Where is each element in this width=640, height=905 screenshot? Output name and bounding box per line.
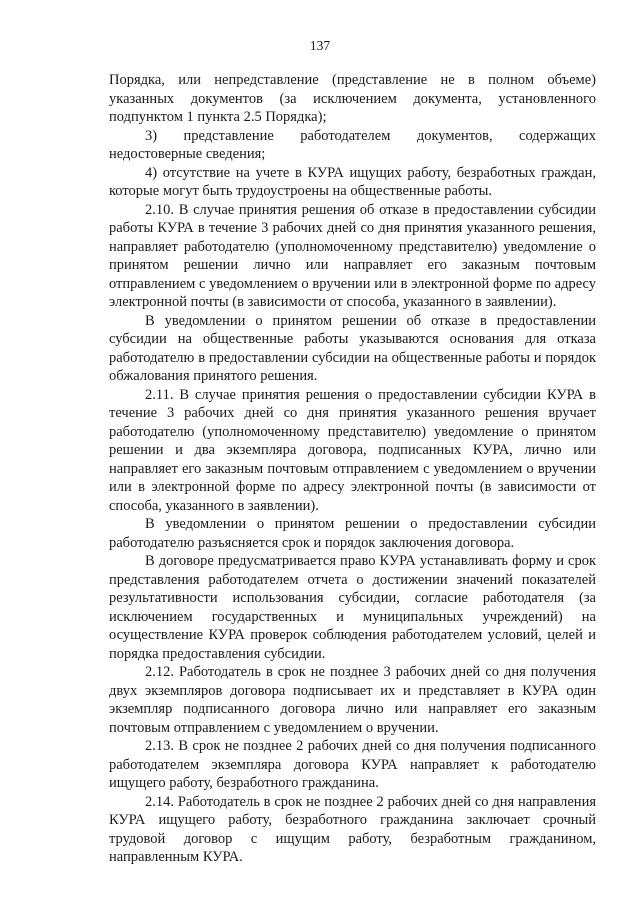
paragraph-2-14: 2.14. Работодатель в срок не позднее 2 рабочих дней со дня направления КУРА ищущего работу, безработного гражданина заключает срочный трудовой договор с ищущим работу, безработным гражданином, направленным КУРА. [109,793,596,865]
paragraph-item-4: 4) отсутствие на учете в КУРА ищущих работу, безработных граждан, которые могут быть трудоустроены на общественные работы. [109,164,596,199]
paragraph-refusal-notice: В уведомлении о принятом решении об отказе в предоставлении субсидии на общественные работы указываются основания для отказа работодателю в предоставлении субсидии на общественные работы и порядок обжалования принятого решения. [109,312,596,384]
paragraph-continuation: Порядка, или непредставление (представление не в полном объеме) указанных документов (за исключением документа, установленного подпунктом 1 пункта 2.5 Порядка); [109,72,596,125]
paragraph-item-3: 3) представление работодателем документов, содержащих недостоверные сведения; [109,127,596,162]
page-number: 137 [309,38,331,53]
paragraph-2-10: 2.10. В случае принятия решения об отказе в предоставлении субсидии работы КУРА в течение 3 рабочих дней со дня принятия указанного решения, направляет работодателю (уполномоченному представителю) уведомление о принятом решении лично или направляет его заказным почтовым отправлением с уведомлением о вручении или в электронной форме по адресу электронной почты (в зависимости от способа, указанного в заявлении). [109,201,596,310]
document-body [109,71,596,867]
paragraph-contract-terms: В договоре предусматривается право КУРА устанавливать форму и срок представления работодателем отчета о достижении значений показателей результативности использования субсидии, согласие работодателя (за исключением государственных и муниципальных учреждений) на осуществление КУРА проверок соблюдения работодателем условий, целей и порядка предоставления субсидии. [109,553,596,662]
paragraph-2-12: 2.12. Работодатель в срок не позднее 3 рабочих дней со дня получения двух экземпляров договора подписывает их и представляет в КУРА один экземпляр подписанного договора лично или направляет его заказным почтовым отправлением с уведомлением о вручении. [109,664,596,736]
paragraph-2-13: 2.13. В срок не позднее 2 рабочих дней со дня получения подписанного работодателем экземпляра договора КУРА направляет к работодателю ищущего работу, безработного гражданина. [109,738,596,791]
paragraph-2-11: 2.11. В случае принятия решения о предоставлении субсидии КУРА в течение 3 рабочих дней со дня принятия указанного решения вручает работодателю (уполномоченному представителю) уведомление о принятом решении и два экземпляра договора, подписанных КУРА, лично или направляет его заказным почтовым отправлением с уведомлением о вручении или в электронной форме по адресу электронной почты (в зависимости от способа, указанного в заявлении). [109,386,596,514]
paragraph-approval-notice: В уведомлении о принятом решении о предоставлении субсидии работодателю разъясняется срок и порядок заключения договора. [109,516,596,551]
